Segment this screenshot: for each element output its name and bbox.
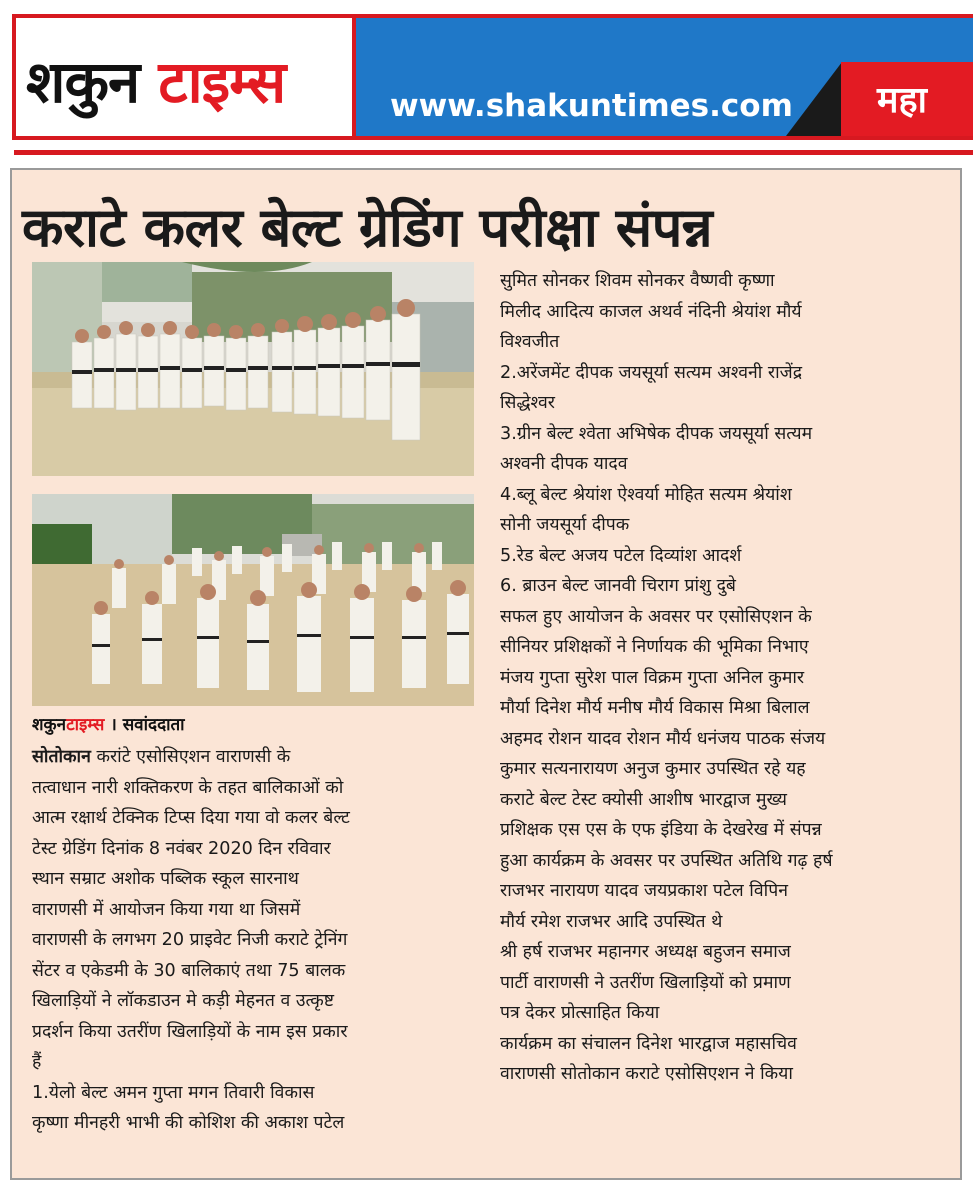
logo-part-2: टाइम्स — [158, 48, 286, 116]
byline-brand-1: शकुन — [32, 715, 67, 735]
section-tag — [841, 62, 973, 136]
tag-accent-shape — [786, 62, 842, 136]
header-band — [356, 14, 973, 140]
article-line: कार्यक्रम का संचालन दिनेश भारद्वाज महासचिव — [500, 1033, 797, 1054]
logo-wordmark — [26, 40, 285, 119]
article-line: 1.येलो बेल्ट अमन गुप्ता मगन तिवारी विकास — [32, 1082, 315, 1103]
group-photo-illustration — [32, 262, 474, 476]
article-line: कुमार सत्यनारायण अनुज कुमार उपस्थित रहे यह — [500, 759, 806, 779]
article-line: विश्वजीत — [500, 332, 560, 352]
article-line: वाराणसी में आयोजन किया गया था जिसमें — [32, 899, 301, 920]
page-bottom-edge — [0, 1184, 973, 1194]
masthead — [0, 0, 973, 160]
logo-part-1: शकुन — [26, 48, 140, 116]
newspaper-logo[interactable] — [12, 14, 356, 140]
article-line: अश्वनी दीपक यादव — [500, 454, 628, 474]
training-photo — [32, 494, 474, 706]
article-line: राजभर नारायण यादव जयप्रकाश पटेल विपिन — [500, 881, 788, 901]
article-line: वाराणसी सोतोकान कराटे एसोसिएशन ने किया — [500, 1064, 793, 1084]
group-photo — [32, 262, 474, 476]
article-line: मंजय गुप्ता सुरेश पाल विक्रम गुप्ता अनिल कुमार — [500, 667, 805, 688]
article-line-text: करांटे एसोसिएशन वाराणसी के — [96, 747, 291, 767]
article-line: 4.ब्लू बेल्ट श्रेयांश ऐश्वर्या मोहित सत्यम श्रेयांश — [500, 484, 792, 505]
byline — [32, 712, 185, 735]
article-line: प्रशिक्षक एस एस के एफ इंडिया के देखरेख में संपन्न — [500, 820, 822, 840]
article-line: 5.रेड बेल्ट अजय पटेल दिव्यांश आदर्श — [500, 545, 742, 566]
article-line: अहमद रोशन यादव रोशन मौर्य धनंजय पाठक संजय — [500, 728, 826, 749]
article-line: श्री हर्ष राजभर महानगर अध्यक्ष बहुजन समाज — [500, 942, 791, 962]
lead-word: सोतोकान — [32, 747, 91, 767]
article-line: कृष्णा मीनहरी भाभी की कोशिश की अकाश पटेल — [32, 1113, 345, 1133]
training-photo-illustration — [32, 494, 474, 706]
article-line: कराटे बेल्ट टेस्ट क्योसी आशीष भारद्वाज मुख्य — [500, 789, 788, 810]
article-line: वाराणसी के लगभग 20 प्राइवेट निजी कराटे ट्रेनिंग — [32, 930, 348, 950]
article-line: खिलाड़ियों ने लॉकडाउन मे कड़ी मेहनत व उत्कृष्ट — [32, 991, 335, 1011]
article-line: हुआ कार्यक्रम के अवसर पर उपस्थित अतिथि गढ़ हर्ष — [500, 850, 833, 871]
article-line: सुमित सोनकर शिवम सोनकर वैष्णवी कृष्णा — [500, 271, 775, 291]
article-line: मौर्या दिनेश मौर्य मनीष मौर्य विकास मिश्रा बिलाल — [500, 698, 810, 718]
article-headline: कराटे कलर बेल्ट ग्रेडिंग परीक्षा संपन्न — [22, 196, 713, 259]
article-line: हैं — [32, 1052, 42, 1072]
article-line: 6. ब्राउन बेल्ट जानवी चिराग प्रांशु दुबे — [500, 576, 736, 596]
website-link[interactable]: www.shakuntimes.com — [390, 88, 793, 124]
article-line: 2.अरेंजमेंट दीपक जयसूर्या सत्यम अश्वनी राजेंद्र — [500, 362, 803, 383]
article-line: सिद्धेश्वर — [500, 393, 555, 413]
article-line: पार्टी वाराणसी ने उतरींण खिलाड़ियों को प्रमाण — [500, 972, 791, 993]
article-line: आत्म रक्षार्थ टेक्निक टिप्स दिया गया वो कलर बेल्ट — [32, 808, 350, 828]
article-line: सफल हुए आयोजन के अवसर पर एसोसिएशन के — [500, 606, 812, 627]
article-line: सेंटर व एकेडमी के 30 बालिकाएं तथा 75 बालक — [32, 960, 346, 981]
article-line: टेस्ट ग्रेडिंग दिनांक 8 नवंबर 2020 दिन रविवार — [32, 838, 331, 859]
header-divider — [14, 150, 973, 155]
article-line: मिलीद आदित्य काजल अथर्व नंदिनी श्रेयांश मौर्य — [500, 301, 802, 322]
article-line: सोनी जयसूर्या दीपक — [500, 515, 630, 535]
article-line — [32, 742, 476, 773]
article-line: 3.ग्रीन बेल्ट श्वेता अभिषेक दीपक जयसूर्या सत्यम — [500, 423, 813, 444]
article-left-column — [32, 742, 476, 1139]
article-line: प्रदर्शन किया उतरींण खिलाड़ियों के नाम इस प्रकार — [32, 1021, 348, 1042]
article-right-column — [500, 266, 946, 1090]
byline-brand-2: टाइम्स — [66, 715, 105, 735]
article-line: स्थान सम्राट अशोक पब्लिक स्कूल सारनाथ — [32, 869, 299, 889]
article-line: तत्वाधान नारी शक्तिकरण के तहत बालिकाओं को — [32, 777, 344, 798]
section-tag-label: महा — [877, 80, 927, 121]
article-line: सीनियर प्रशिक्षकों ने निर्णायक की भूमिका निभाए — [500, 637, 809, 657]
article-line: मौर्य रमेश राजभर आदि उपस्थित थे — [500, 911, 723, 932]
byline-role: । सवांददाता — [110, 715, 185, 735]
article-line: पत्र देकर प्रोत्साहित किया — [500, 1003, 660, 1023]
